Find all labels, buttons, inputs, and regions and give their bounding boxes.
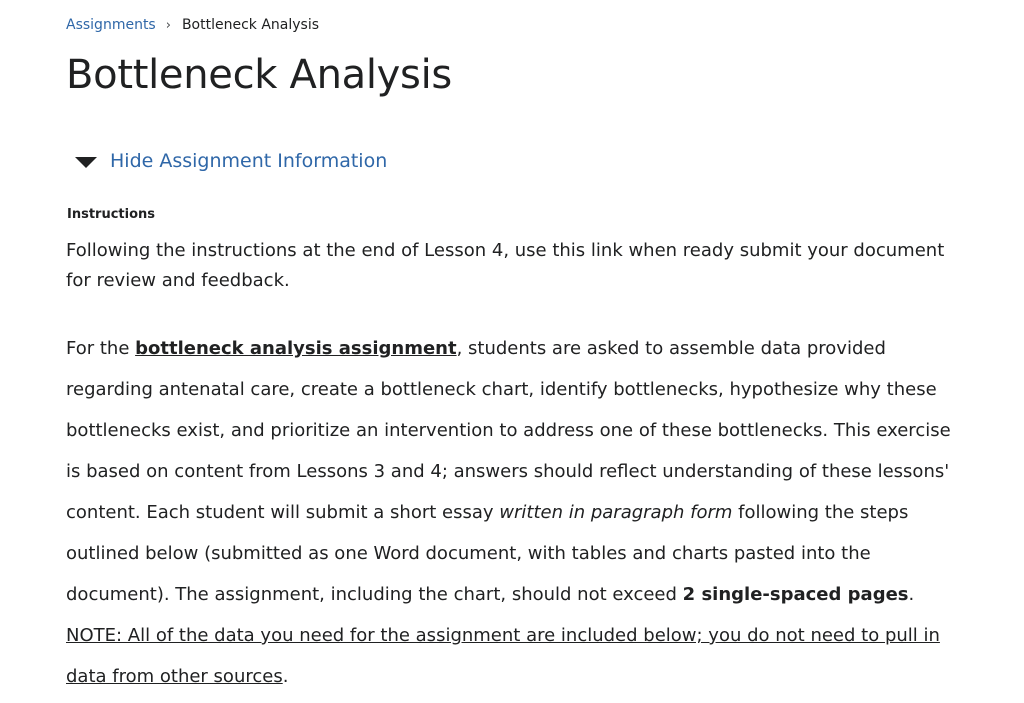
hide-assignment-info-label: Hide Assignment Information — [110, 150, 388, 172]
body-bold-text: 2 single-spaced pages — [682, 584, 909, 605]
bottleneck-assignment-link[interactable]: bottleneck analysis assignment — [135, 338, 457, 359]
breadcrumb-current: Bottleneck Analysis — [181, 17, 320, 33]
body-text-3: following the steps outlined below (submitted as one Word document, with tables and charts pasted into the document). The assignment, including the chart, should not exceed — [66, 502, 909, 605]
breadcrumb — [66, 15, 319, 36]
instructions-intro: Following the instructions at the end of Lesson 4, use this link when ready submit your document for review and feedback. — [66, 240, 945, 291]
body-italic-text: written in paragraph form — [499, 502, 733, 523]
triangle-down-icon — [74, 155, 98, 169]
instructions-heading: Instructions — [67, 207, 156, 222]
page-title: Bottleneck Analysis — [66, 52, 452, 98]
body-text-1: For the — [66, 338, 136, 359]
hide-assignment-info-toggle[interactable] — [74, 147, 387, 175]
body-text-5: . — [282, 666, 289, 687]
body-text-4: . — [908, 584, 915, 605]
breadcrumb-assignments-link[interactable]: Assignments — [66, 17, 156, 33]
instructions-body — [66, 328, 956, 697]
body-note-text: NOTE: All of the data you need for the assignment are included below; you do not need to pull in data from other sources — [66, 625, 940, 687]
body-text-2: , students are asked to assemble data provided regarding antenatal care, create a bottleneck chart, identify bottlenecks, hypothesize why these bottlenecks exist, and prioritize an intervention to address one of these bottlenecks. This exercise is based on content from Lessons 3 and 4; answers should reflect understanding of these lessons' content. Each student will submit a short essay — [66, 338, 951, 523]
breadcrumb-separator-icon: › — [165, 18, 171, 33]
